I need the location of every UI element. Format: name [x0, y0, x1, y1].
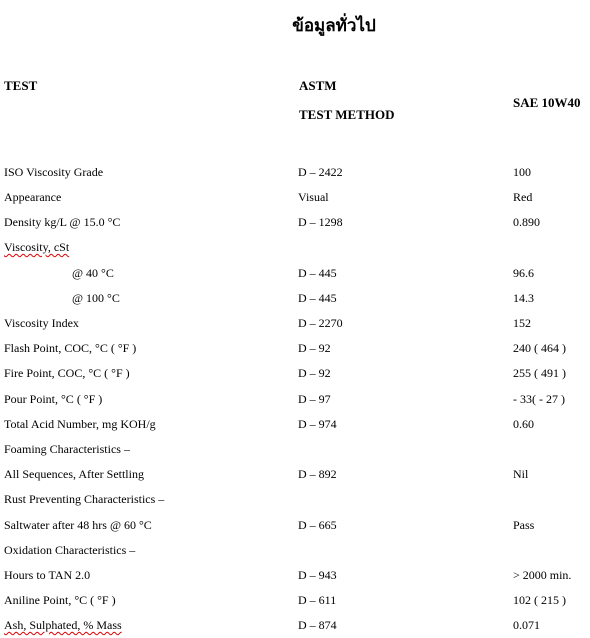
test-method: D – 874 — [298, 618, 337, 632]
test-name: Aniline Point, °C ( °F ) — [4, 593, 116, 607]
test-method: D – 2270 — [298, 316, 343, 330]
table-row — [0, 492, 590, 512]
test-value: 152 — [513, 316, 531, 330]
test-method: D – 892 — [298, 467, 337, 481]
test-method: D – 2422 — [298, 165, 343, 179]
table-row — [0, 240, 590, 260]
header-astm: ASTM — [299, 78, 337, 93]
test-value: > 2000 min. — [513, 568, 572, 582]
test-name: Density kg/L @ 15.0 °C — [4, 215, 121, 229]
test-method: D – 92 — [298, 366, 331, 380]
test-name: Ash, Sulphated, % Mass — [4, 618, 122, 632]
table-row — [0, 316, 590, 336]
table-row — [0, 266, 590, 286]
test-value: 102 ( 215 ) — [513, 593, 566, 607]
table-row — [0, 341, 590, 361]
table-row — [0, 543, 590, 563]
test-method: D – 445 — [298, 291, 337, 305]
test-method: D – 445 — [298, 266, 337, 280]
test-name: Viscosity, cSt — [4, 240, 70, 254]
table-row — [0, 417, 590, 437]
test-name: Oxidation Characteristics – — [4, 543, 136, 557]
table-row — [0, 165, 590, 185]
test-value: 96.6 — [513, 266, 534, 280]
test-name: All Sequences, After Settling — [4, 467, 144, 481]
test-method: D – 943 — [298, 568, 337, 582]
table-row — [0, 518, 590, 538]
test-name: ISO Viscosity Grade — [4, 165, 104, 179]
test-name: @ 40 °C — [72, 266, 114, 280]
table-row — [0, 568, 590, 588]
table-row — [0, 392, 590, 412]
test-method: Visual — [298, 190, 329, 204]
test-name: Appearance — [4, 190, 62, 204]
header-test-method: TEST METHOD — [299, 107, 395, 122]
test-value: 255 ( 491 ) — [513, 366, 566, 380]
test-method: D – 92 — [298, 341, 331, 355]
test-value: 14.3 — [513, 291, 534, 305]
test-method: D – 97 — [298, 392, 331, 406]
table-row — [0, 366, 590, 386]
test-name: Foaming Characteristics – — [4, 442, 130, 456]
header-test: TEST — [4, 78, 38, 93]
test-name: Pour Point, °C ( °F ) — [4, 392, 103, 406]
table-row — [0, 215, 590, 235]
test-value: Red — [513, 190, 533, 204]
test-method: D – 611 — [298, 593, 337, 607]
test-method: D – 1298 — [298, 215, 343, 229]
test-method: D – 665 — [298, 518, 337, 532]
table-row — [0, 593, 590, 613]
test-value: 240 ( 464 ) — [513, 341, 566, 355]
test-value: 100 — [513, 165, 531, 179]
test-name: Viscosity Index — [4, 316, 79, 330]
test-name: Saltwater after 48 hrs @ 60 °C — [4, 518, 152, 532]
test-name: Rust Preventing Characteristics – — [4, 492, 165, 506]
test-value: 0.071 — [513, 618, 540, 632]
table-row — [0, 291, 590, 311]
table-row — [0, 618, 590, 638]
test-value: 0.60 — [513, 417, 534, 431]
test-value: 0.890 — [513, 215, 540, 229]
test-value: Pass — [513, 518, 535, 532]
test-name: Total Acid Number, mg KOH/g — [4, 417, 156, 431]
page-title: ข้อมูลทั่วไป — [292, 16, 376, 35]
test-name: Fire Point, COC, °C ( °F ) — [4, 366, 130, 380]
header-grade: SAE 10W40 — [513, 95, 581, 110]
test-value: Nil — [513, 467, 529, 481]
table-row — [0, 190, 590, 210]
test-name: Hours to TAN 2.0 — [4, 568, 91, 582]
test-method: D – 974 — [298, 417, 337, 431]
table-row — [0, 467, 590, 487]
test-name: @ 100 °C — [72, 291, 120, 305]
test-value: - 33( - 27 ) — [513, 392, 565, 406]
test-name: Flash Point, COC, °C ( °F ) — [4, 341, 137, 355]
table-row — [0, 442, 590, 462]
